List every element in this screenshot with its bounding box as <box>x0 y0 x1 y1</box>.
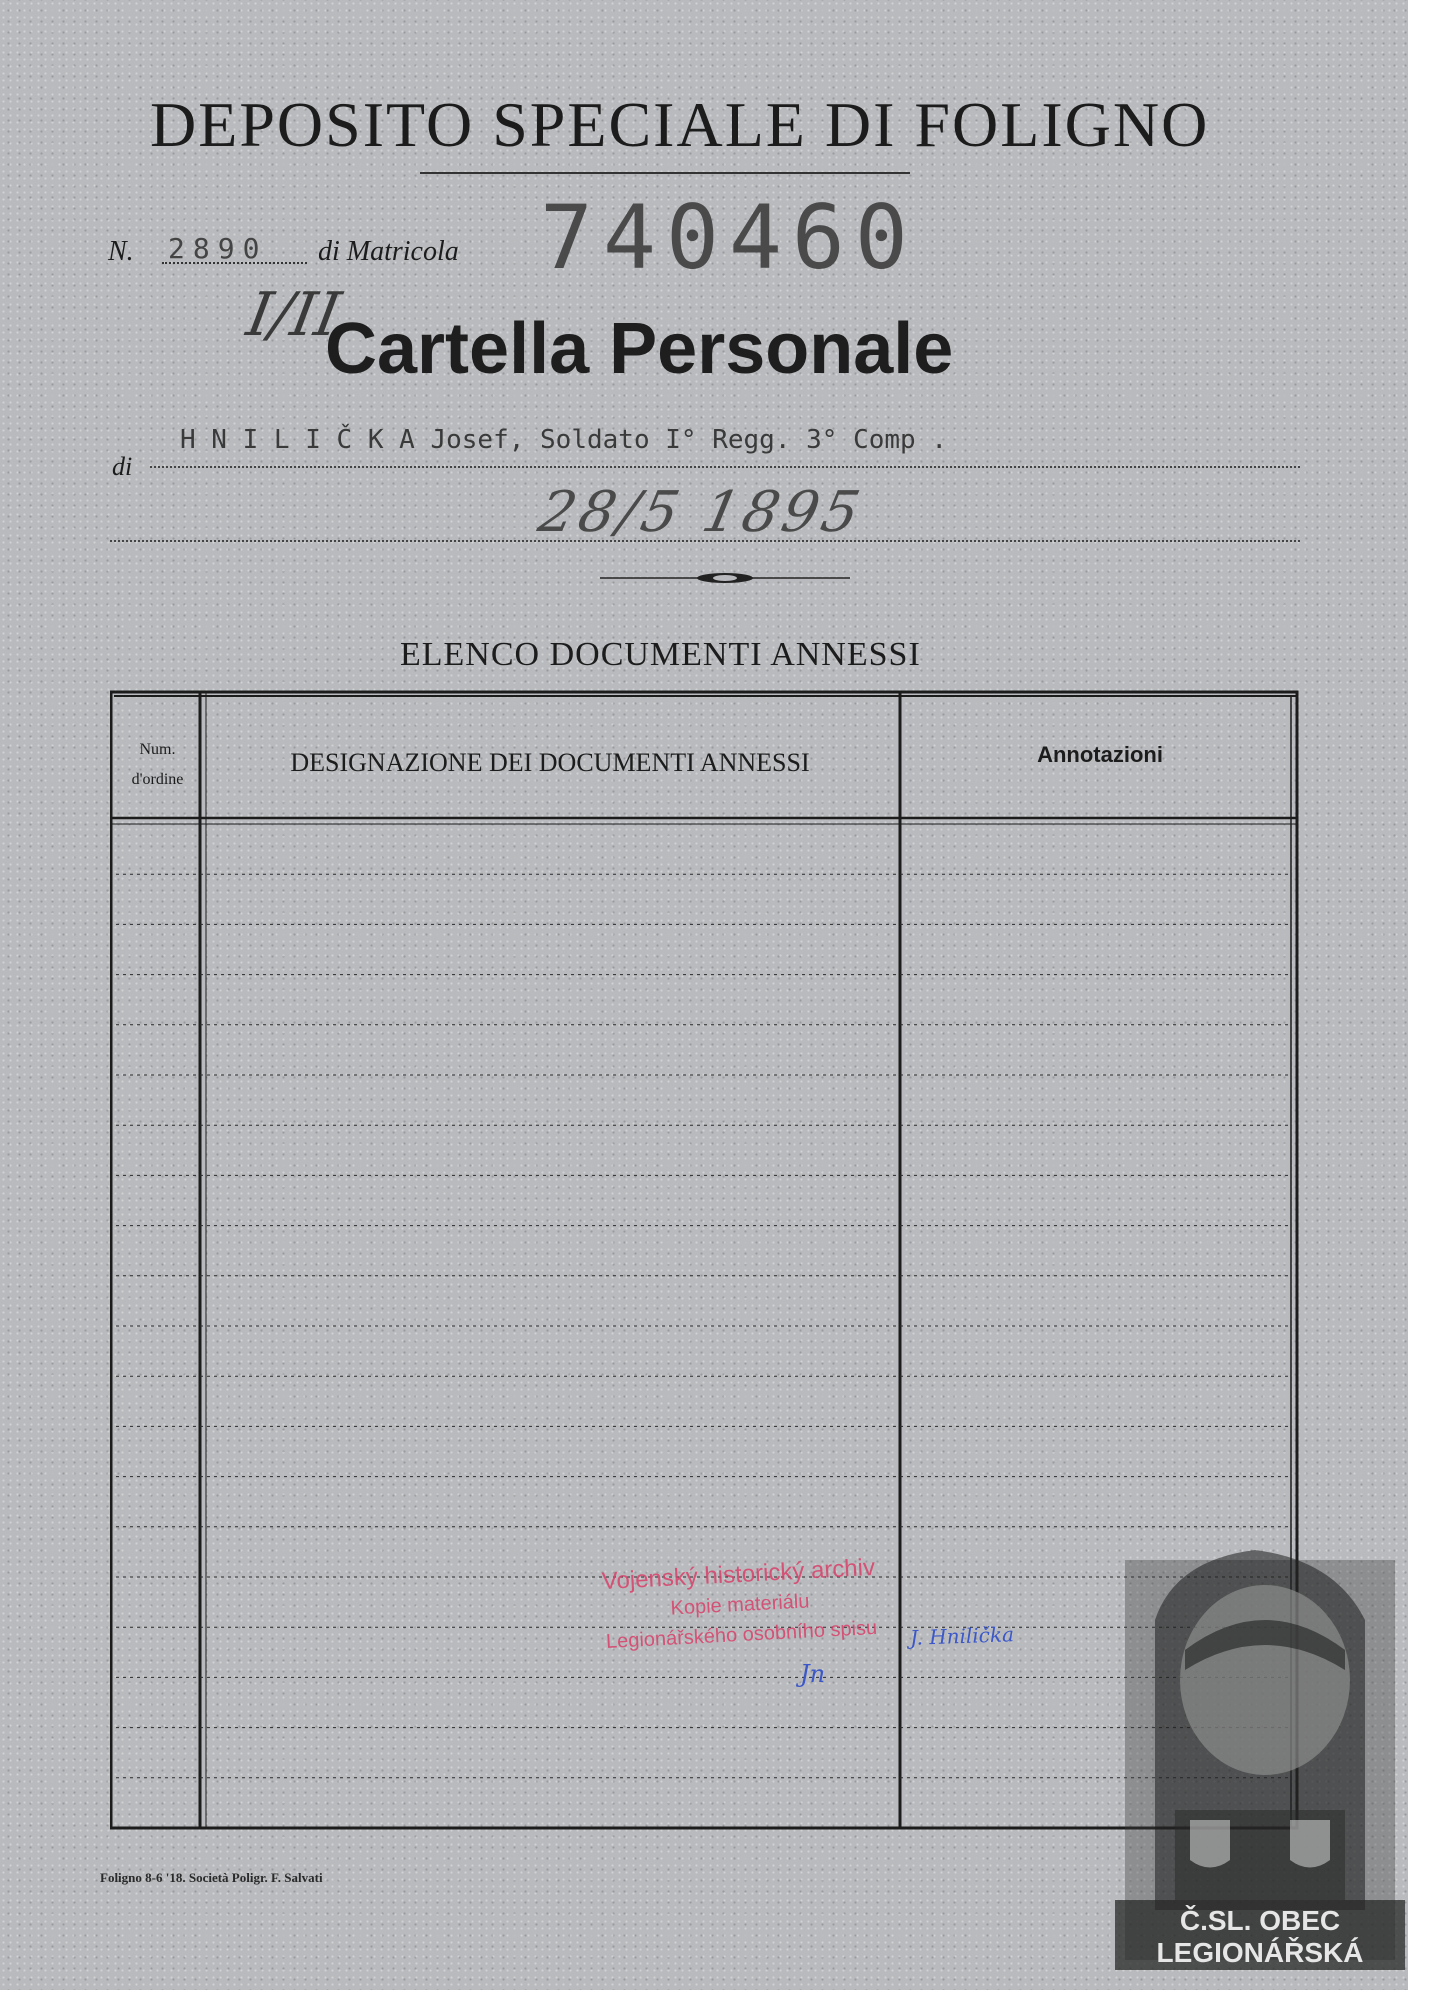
stamp-line: Kopie materiálu <box>670 1590 810 1620</box>
column-header-designation: DESIGNAZIONE DEI DOCUMENTI ANNESSI <box>290 748 810 777</box>
handwritten-initials: Jn <box>800 1660 826 1688</box>
stamp-line: Legionářského osobního spisu <box>605 1616 878 1654</box>
title-underline <box>420 172 910 174</box>
column-header-number <box>115 735 200 795</box>
watermark-line2: LEGIONÁŘSKÁ <box>1156 1937 1364 1968</box>
column-header-annotations: Annotazioni <box>1037 742 1163 767</box>
soldier-name: H N I L I Č K A Josef, Soldato I° Regg. 3° Comp . <box>180 425 948 455</box>
number-label: N. <box>108 236 134 267</box>
handwritten-date: 28/5 1895 <box>533 480 869 545</box>
matricola-number: 740460 <box>540 186 918 289</box>
column-header-number-line2: d'ordine <box>131 771 184 788</box>
ornament-divider <box>600 570 850 586</box>
watermark-line1: Č.SL. OBEC <box>1179 1905 1341 1936</box>
depot-title: DEPOSITO SPECIALE DI FOLIGNO <box>150 89 1210 160</box>
folio-mark: I/II <box>241 280 346 350</box>
number-rule <box>162 262 307 264</box>
name-rule <box>150 466 1300 468</box>
di-label: di <box>112 452 133 481</box>
number-value: 2890 <box>168 232 268 265</box>
matricola-label: di Matricola <box>318 236 459 267</box>
date-rule <box>110 540 1300 542</box>
stamp-line: Vojenský historický archiv <box>601 1553 876 1596</box>
documents-section-title: ELENCO DOCUMENTI ANNESSI <box>400 636 921 673</box>
legion-watermark-logo <box>1115 1530 1405 1970</box>
column-header-number-line1: Num. <box>139 741 176 758</box>
printer-imprint: Foligno 8-6 '18. Società Poligr. F. Salvati <box>100 1870 323 1885</box>
card-title: Cartella Personale <box>325 309 954 389</box>
handwritten-signature: J. Hnilička <box>909 1622 1015 1650</box>
